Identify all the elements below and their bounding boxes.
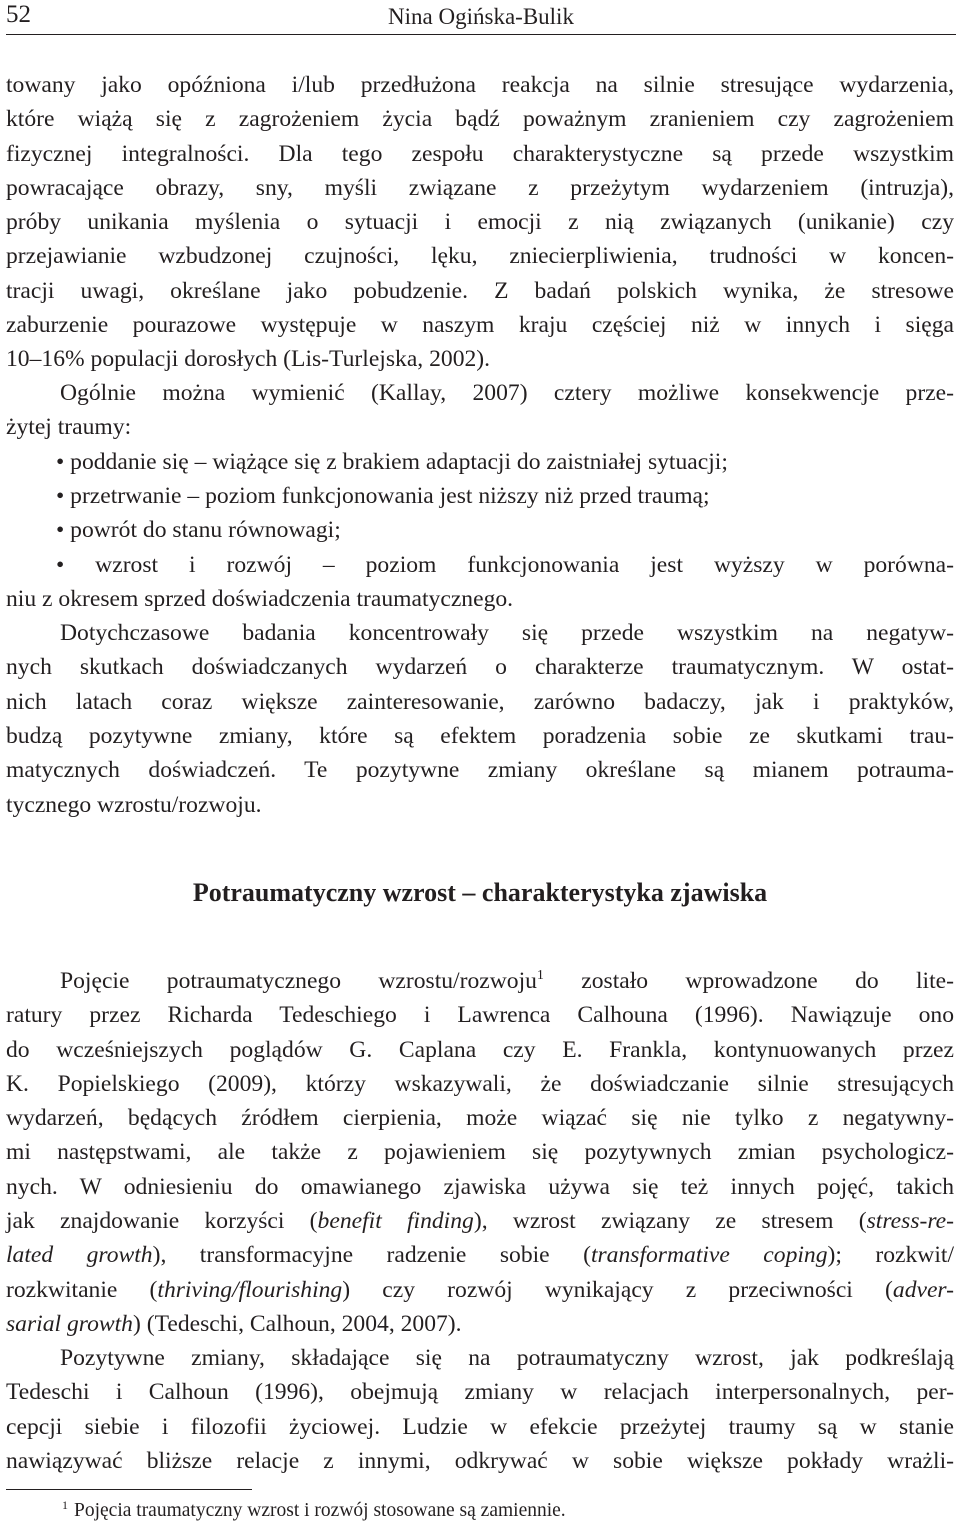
footnote-reference: 1 xyxy=(536,968,544,983)
body-line: żytej traumy: xyxy=(6,414,132,440)
body-line: niu z okresem sprzed doświadczenia traumatycznego. xyxy=(6,586,514,612)
body-line: tracji uwagi, określane jako pobudzenie. Z badań polskich wynika, że stresowe xyxy=(6,278,954,304)
body-line: nawiązywać bliższe relacje z innymi, odkrywać w sobie większe pokłady wrażli- xyxy=(6,1448,954,1474)
bullet-item: • poddanie się – wiążące się z brakiem adaptacji do zaistniałej sytuacji; xyxy=(56,449,728,475)
body-line: towany jako opóźniona i/lub przedłużona reakcja na silnie stresujące wydarzenia, xyxy=(6,72,954,98)
body-line: powracające obrazy, sny, myśli związane z przeżytym wydarzeniem (intruzja), xyxy=(6,175,954,201)
section-heading: Potraumatyczny wzrost – charakterystyka zjawiska xyxy=(192,878,768,907)
body-line: wydarzeń, będących źródłem cierpienia, może wiązać się nie tylko z negatywny- xyxy=(6,1105,954,1131)
running-head: Nina Ogińska-Bulik xyxy=(388,4,574,29)
body-line: nych skutkach doświadczanych wydarzeń o charakterze traumatycznym. W ostat- xyxy=(6,654,954,680)
page-header xyxy=(6,0,956,35)
body-line: fizycznej integralności. Dla tego zespołu charakterystyczne są przede wszystkim xyxy=(6,141,954,167)
body-line: Pozytywne zmiany, składające się na potraumatyczny wzrost, jak podkreślają xyxy=(60,1345,954,1371)
body-line: nich latach coraz większe zainteresowanie, zarówno badaczy, jak i praktyków, xyxy=(6,689,954,715)
body-line: Tedeschi i Calhoun (1996), obejmują zmiany w relacjach interpersonalnych, per- xyxy=(6,1379,954,1405)
footnote-text: Pojęcia traumatyczny wzrost i rozwój stosowane są zamiennie. xyxy=(74,1500,566,1521)
body-line: mi następstwami, ale także z pojawieniem się pozytywnych zmian psychologicz- xyxy=(6,1139,954,1165)
body-line: tycznego wzrostu/rozwoju. xyxy=(6,792,262,818)
body-line: rozkwitanie (thriving/flourishing) czy rozwój wynikający z przeciwności (adver- xyxy=(6,1277,954,1303)
bullet-item: • powrót do stanu równowagi; xyxy=(56,517,341,543)
body-line: nych. W odniesieniu do omawianego zjawiska używa się też innych pojęć, takich xyxy=(6,1174,954,1200)
page-number: 52 xyxy=(6,1,31,28)
body-line: lated growth), transformacyjne radzenie sobie (transformative coping); rozkwit/ xyxy=(6,1242,954,1268)
body-line: matycznych doświadczeń. Te pozytywne zmiany określane są mianem potrauma- xyxy=(6,757,954,783)
body-line: przejawianie wzbudzonej czujności, lęku, zniecierpliwienia, trudności w koncen- xyxy=(6,243,954,269)
body-line: próby unikania myślenia o sytuacji i emocji z nią związanych (unikanie) czy xyxy=(6,209,954,235)
body-line: Ogólnie można wymienić (Kallay, 2007) cztery możliwe konsekwencje prze- xyxy=(60,380,954,406)
body-line: zaburzenie pourazowe występuje w naszym kraju częściej niż w innych i sięga xyxy=(6,312,954,338)
body-line: Pojęcie potraumatycznego wzrostu/rozwoju$^1$ zostało wprowadzone do lite- xyxy=(60,968,954,994)
body-line: do wcześniejszych poglądów G. Caplana czy E. Frankla, kontynuowanych przez xyxy=(6,1037,954,1063)
body-line: cepcji siebie i filozofii życiowej. Ludzie w efekcie przeżytej traumy są w stanie xyxy=(6,1414,954,1440)
bullet-item: • wzrost i rozwój – poziom funkcjonowania jest wyższy w porówna- xyxy=(56,552,954,578)
footnote xyxy=(62,1492,566,1524)
body-line: które wiążą się z zagrożeniem życia bądź poważnym zranieniem czy zagrożeniem xyxy=(6,106,954,132)
bullet-item: • przetrwanie – poziom funkcjonowania jest niższy niż przed traumą; xyxy=(56,483,710,509)
body-line: budzą pozytywne zmiany, które są efektem poradzenia sobie ze skutkami trau- xyxy=(6,723,954,749)
footnote-mark: 1 xyxy=(62,1498,68,1512)
body-line: ratury przez Richarda Tedeschiego i Lawrenca Calhouna (1996). Nawiązuje ono xyxy=(6,1002,954,1028)
body-line: sarial growth) (Tedeschi, Calhoun, 2004, 2007). xyxy=(6,1311,462,1337)
footnote-divider xyxy=(6,1489,252,1490)
body-line: 10–16% populacji dorosłych (Lis-Turlejska, 2002). xyxy=(6,346,491,372)
body-line: K. Popielskiego (2009), którzy wskazywali, że doświadczanie silnie stresujących xyxy=(6,1071,954,1097)
body-line: Dotychczasowe badania koncentrowały się przede wszystkim na negatyw- xyxy=(60,620,954,646)
body-line: jak znajdowanie korzyści (benefit finding), wzrost związany ze stresem (stress-re- xyxy=(6,1208,954,1234)
